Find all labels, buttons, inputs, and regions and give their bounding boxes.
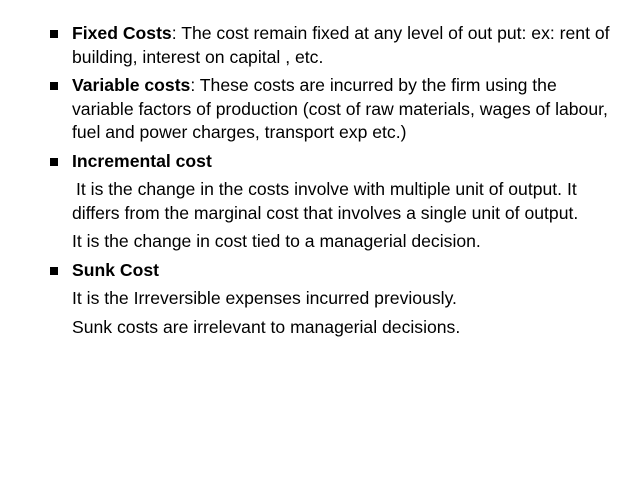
sunk-cost-paragraph: It is the Irreversible expenses incurred previously.: [72, 288, 457, 308]
bullet-sunk-cost: [48, 259, 618, 283]
square-bullet-icon: [50, 82, 58, 90]
square-bullet-icon: [50, 30, 58, 38]
term-variable-costs: Variable costs: [72, 75, 191, 95]
bullet-incremental-cost: [48, 150, 618, 174]
incremental-cost-paragraph: It is the change in cost tied to a managerial decision.: [72, 231, 481, 251]
definition-fixed-costs: : The cost remain fixed at any level of out put: ex: rent of building, interest on capital , etc.: [72, 23, 610, 67]
definition-variable-costs: : These costs are incurred by the firm using the variable factors of production (cost of raw materials, wages of labour, fuel and power charges, transport exp etc.): [72, 75, 608, 142]
square-bullet-icon: [50, 158, 58, 166]
sunk-cost-paragraph: Sunk costs are irrelevant to managerial decisions.: [72, 316, 461, 337]
term-sunk-cost: Sunk Cost: [72, 259, 159, 280]
square-bullet-icon: [50, 267, 58, 275]
incremental-cost-paragraph: It is the change in the costs involve with multiple unit of output. It differs from the marginal cost that involves a single unit of output.: [72, 179, 579, 223]
slide-content: [48, 22, 618, 344]
term-fixed-costs: Fixed Costs: [72, 23, 172, 43]
bullet-fixed-costs: [48, 22, 618, 69]
term-incremental-cost: Incremental cost: [72, 150, 212, 171]
bullet-variable-costs: [48, 74, 618, 145]
